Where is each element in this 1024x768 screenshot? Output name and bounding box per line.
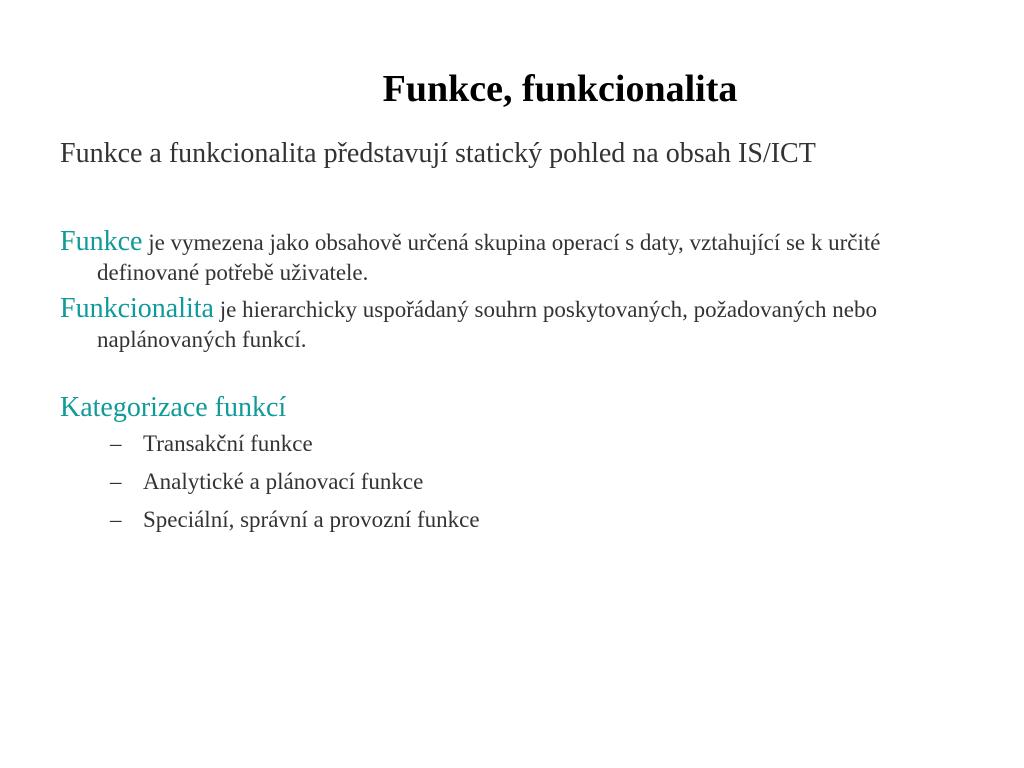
definition-term: Funkce: [60, 226, 143, 257]
intro-paragraph: Funkce a funkcionalita představují statický pohled na obsah IS/ICT: [60, 138, 816, 169]
dash-bullet: –: [110, 469, 122, 494]
categories-heading: Kategorizace funkcí: [60, 392, 287, 423]
definition-text: je hierarchicky uspořádaný souhrn poskytovaných, požadovaných nebo naplánovaných funkcí.: [97, 297, 877, 352]
dash-bullet: –: [110, 431, 122, 456]
slide-body: [60, 137, 960, 539]
definition-funkcionalita: [60, 294, 960, 355]
slide-title: Funkce, funkcionalita: [382, 68, 738, 110]
categories-list: [60, 425, 960, 539]
definition-term: Funkcionalita: [60, 293, 214, 324]
definition-funkce: [60, 227, 960, 288]
category-label: Transakční funkce: [143, 431, 313, 456]
list-item: [60, 501, 960, 539]
list-item: [60, 463, 960, 501]
category-label: Analytické a plánovací funkce: [143, 469, 424, 494]
definition-text: je vymezena jako obsahově určená skupina operací s daty, vztahující se k určité definované potřebě uživatele.: [97, 230, 881, 285]
dash-bullet: –: [110, 507, 122, 532]
list-item: [60, 425, 960, 463]
category-label: Speciální, správní a provozní funkce: [143, 507, 480, 532]
